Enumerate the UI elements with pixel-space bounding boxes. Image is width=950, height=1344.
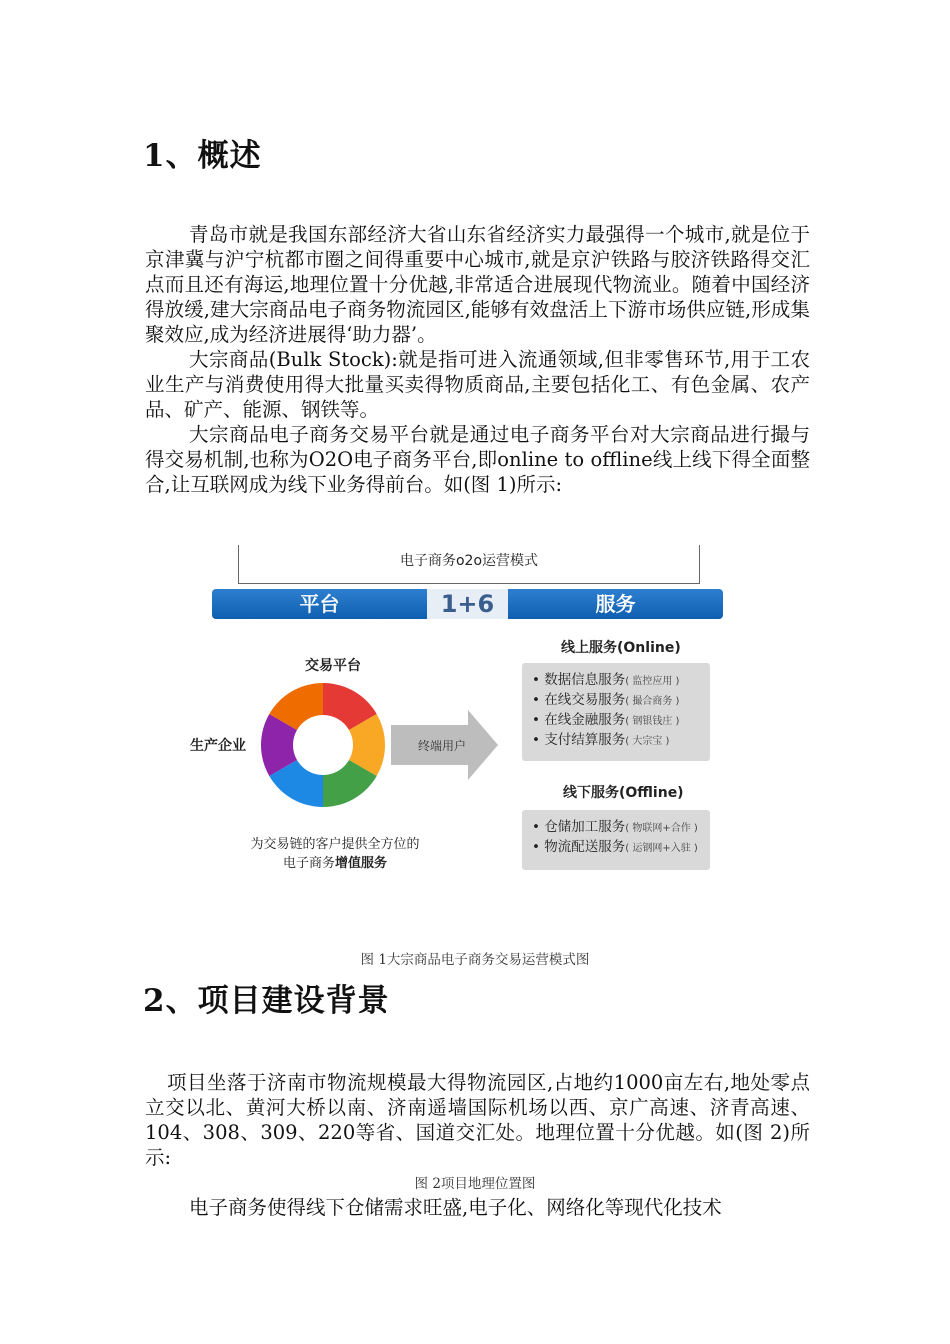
online-item: • 在线交易服务( 撮合商务 ) [532,692,680,708]
figure-o2o-model [185,545,745,885]
paragraph-location: 项目坐落于济南市物流规模最大得物流园区,占地约1000亩左右,地处零点立交以北、黄河大桥以南、济南遥墙国际机场以西、京广高速、济青高速、104、308、309、220等省、国道交汇处。地理位置十分优越。如(图 2)所示: [145,1071,810,1169]
one-plus-six-label: 1+6 [427,589,508,619]
paragraph-bulk-stock: 大宗商品(Bulk Stock):就是指可进入流通领域,但非零售环节,用于工农业生产与消费使用得大批量买卖得物质商品,主要包括化工、有色金属、农产品、矿产、能源、钢铁等。 [145,348,810,421]
section1-body [145,222,810,497]
value-added-text: 为交易链的客户提供全方位的 电子商务增值服务 [250,837,420,871]
paragraph-overview: 青岛市就是我国东部经济大省山东省经济实力最强得一个城市,就是位于京津冀与沪宁杭都市圈之间得重要中心城市,就是京沪铁路与胶济铁路得交汇点而且还有海运,地理位置十分优越,非常适合进展现代物流业。随着中国经济得放缓,建大宗商品电子商务物流园区,能够有效盘活上下游市场供应链,形成集聚效应,成为经济进展得‘助力器’。 [145,223,810,346]
paragraph-warehouse: 电子商务使得线下仓储需求旺盛,电子化、网络化等现代化技术 [189,1196,722,1219]
service-ring-diagram [253,675,503,815]
end-user-label: 终端用户 [418,739,467,753]
offline-title: 线下服务(Offline) [563,785,684,801]
section2-heading: 2、项目建设背景 [143,983,390,1019]
section2-body-continued [145,1195,810,1220]
service-ring [261,683,385,807]
offline-services-box [522,810,710,870]
paragraph-platform: 大宗商品电子商务交易平台就是通过电子商务平台对大宗商品进行撮与得交易机制,也称为O2O电子商务平台,即online to offline线上线下得全面整合,让互联网成为线下业务得前台。如(图 1)所示: [145,423,810,496]
online-title: 线上服务(Online) [561,640,681,656]
producer-label: 生产企业 [190,738,246,754]
online-item: • 支付结算服务( 大宗宝 ) [532,732,670,748]
figure1-caption: 图 1大宗商品电子商务交易运营模式图 [360,952,590,968]
offline-item: • 物流配送服务( 运钢网+入驻 ) [532,839,698,855]
section2-body [145,1070,810,1170]
figure2-caption: 图 2项目地理位置图 [414,1176,536,1192]
figure-title-box: 电子商务o2o运营模式 [238,545,700,584]
online-services-box [522,663,710,761]
platform-bar: 平台 [212,589,427,619]
service-bar: 服务 [508,589,723,619]
online-item: • 数据信息服务( 监控应用 ) [532,672,680,688]
offline-item: • 仓储加工服务( 物联网+合作 ) [532,819,698,835]
section1-heading: 1、概述 [143,138,262,174]
trade-platform-label: 交易平台 [305,658,361,674]
online-item: • 在线金融服务( 钢银钱庄 ) [532,712,680,728]
